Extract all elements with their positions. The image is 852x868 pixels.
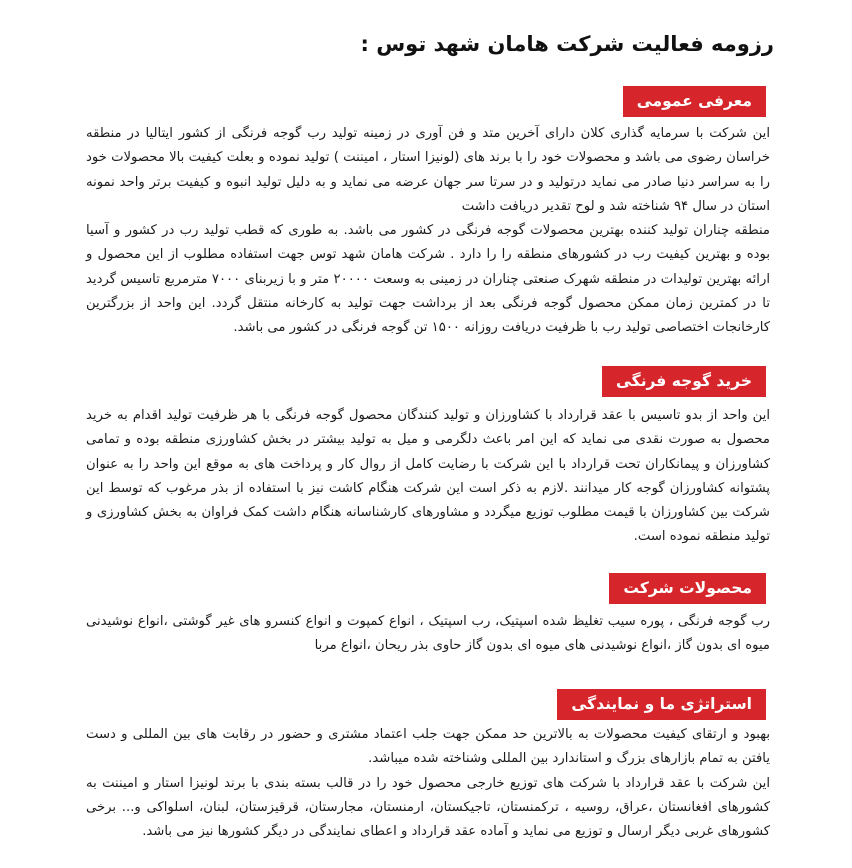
section-heading-company-products: محصولات شرکت (609, 573, 766, 604)
section-body-strategy-representation (86, 723, 770, 844)
section-body-general-intro (86, 122, 770, 341)
paragraph: منطقه چناران تولید کننده بهترین محصولات گوجه فرنگی در کشور می باشد. به طوری که قطب تولید رب در کشور و آسیا بوده و بهترین کیفیت رب در کشورهای منطقه را را دارد . شرکت هامان شهد توس جهت استفاده مطلوب از این محصول و ارائه بهترین تولیدات در منطقه شهرک صنعتی چناران در زمینی به وسعت ۲۰۰۰۰ متر و با زیربنای ۷۰۰۰ مترمربع تاسیس گردید تا در کمترین زمان ممکن محصول گوجه فرنگی بعد از برداشت جهت تولید به کارخانه منتقل گردد. این واحد از بزرگترین کارخانجات اختصاصی تولید رب با ظرفیت دریافت روزانه ۱۵۰۰ تن گوجه فرنگی در کشور می باشد. (86, 223, 770, 336)
section-body-tomato-purchase (86, 404, 770, 550)
paragraph: این شرکت با سرمایه گذاری کلان دارای آخرین متد و فن آوری در زمینه تولید رب گوجه فرنگی از کشور ایتالیا در منطقه خراسان رضوی می باشد و محصولات خود را با برند های (لونیزا استار ، امیننت ) تولید نموده و بعلت کیفیت بالا محصولات خود را به سراسر دنیا صادر می نماید درتولید و در سرتا سر جهان عرضه می نماید و به دلیل تولید انبوه و کیفیت برتر واحد نمونه استان در سال ۹۴ شناخته شد و لوح تقدیر دریافت داشت (86, 126, 770, 214)
section-heading-general-intro: معرفی عمومی (623, 86, 766, 117)
section-body-company-products (86, 610, 770, 659)
section-heading-strategy-representation: استراتژی ما و نمایندگی (557, 689, 766, 720)
section-heading-tomato-purchase: خرید گوجه فرنگی (602, 366, 766, 397)
paragraph: رب گوجه فرنگی ، پوره سیب تغلیظ شده اسپتیک، رب اسپتیک ، انواع کمپوت و انواع کنسرو های غیر گوشتی ،انواع نوشیدنی میوه ای بدون گاز ،انواع نوشیدنی های میوه ای بدون گاز حاوی بذر ریحان ،انواع مربا (86, 614, 770, 654)
paragraph: این شرکت با عقد قرارداد با شرکت های توزیع خارجی محصول خود را در قالب بسته بندی با برند لونیزا استار و امیننت به کشورهای افغانستان ،عراق، روسیه ، ترکمنستان، تاجیکستان، ارمنستان، مجارستان، قرقیزستان، لبنان، اسلواکی و... برخی کشورهای غربی دیگر ارسال و توزیع می نماید و آماده عقد قرارداد و اعطای نمایندگی در دیگر کشورها نیز می باشد. (86, 775, 770, 840)
paragraph: این واحد از بدو تاسیس با عقد قرارداد با کشاورزان و تولید کنندگان محصول گوجه فرنگی با هر ظرفیت تولید اقدام به خرید محصول به صورت نقدی می نماید که این امر باعث دلگرمی و میل به تولید بیشتر در بخش کشاورزی منطقه بوده و تمامی کشاورزان و پیمانکاران تحت قرارداد با این شرکت با رضایت کامل از روال کار و پرداخت های به موقع این واحد را به عنوان پشتوانه کشاورزان گوجه کار میدانند .لازم به ذکر است این شرکت هنگام کاشت نیز با استفاده از بذر مرغوب که توسط این شرکت بین کشاورزان با قیمت مطلوب توزیع میگردد و مشاورهای کارشناسانه هنگام داشت کمک فراوان به بخش کشاورزی و تولید منطقه نموده است. (86, 408, 770, 545)
document-title: رزومه فعالیت شرکت هامان شهد توس : (360, 32, 774, 56)
paragraph: بهبود و ارتقای کیفیت محصولات به بالاترین حد ممکن جهت جلب اعتماد مشتری و حضور در رقابت های بین المللی و دست یافتن به تمام بازارهای بزرگ و استاندارد بین المللی وشناخته شده میباشد. (86, 727, 770, 767)
